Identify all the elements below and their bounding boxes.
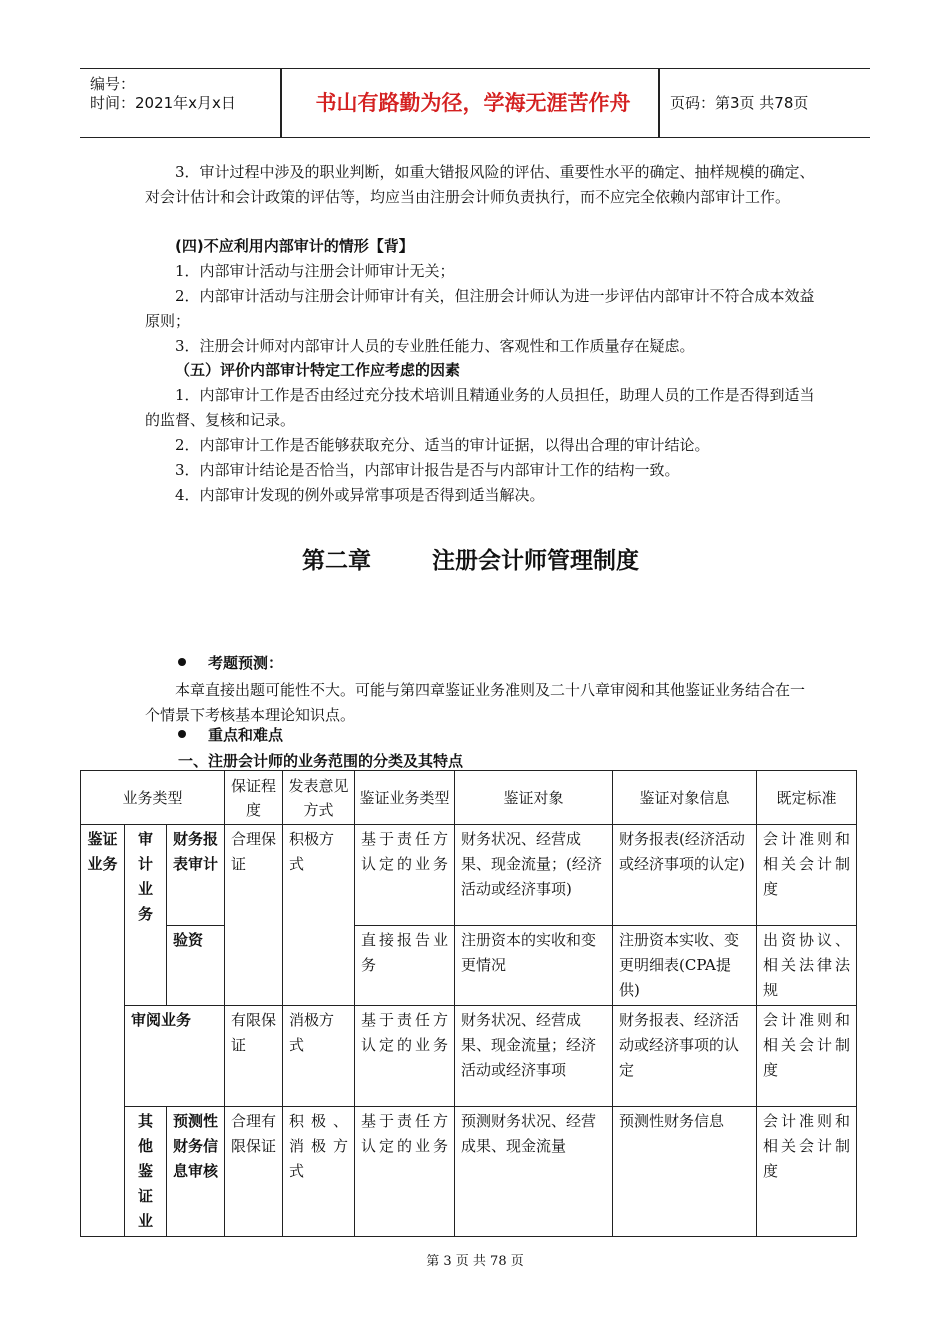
header-engagement-type: 鉴证业务类型 bbox=[355, 771, 455, 825]
paragraph-4: 3．注册会计师对内部审计人员的专业胜任能力、客观性和工作质量存在疑虑。 bbox=[175, 337, 695, 355]
row-name: 预测性财务信息审核 bbox=[167, 1107, 225, 1237]
assurance-level: 合理有限保证 bbox=[225, 1107, 283, 1237]
subject-info: 预测性财务信息 bbox=[613, 1107, 757, 1237]
table-row bbox=[81, 1107, 857, 1237]
heading-4: (四)不应利用内部审计的情形【背】 bbox=[175, 237, 414, 255]
header-subject-info: 鉴证对象信息 bbox=[613, 771, 757, 825]
group-label: 鉴证业务 bbox=[81, 825, 125, 1237]
table-header-row bbox=[81, 771, 857, 825]
criteria: 会计准则和相关会计制度 bbox=[757, 1006, 857, 1107]
header-business-type: 业务类型 bbox=[81, 771, 225, 825]
assurance-level: 合理保证 bbox=[225, 825, 283, 1006]
opinion-form: 积极方式 bbox=[283, 825, 355, 1006]
bullet-icon bbox=[178, 658, 186, 666]
paragraph-6: 2．内部审计工作是否能够获取充分、适当的审计证据，以得出合理的审计结论。 bbox=[175, 436, 710, 454]
criteria: 会计准则和相关会计制度 bbox=[757, 825, 857, 926]
header-motto: 书山有路勤为径，学海无涯苦作舟 bbox=[315, 91, 631, 115]
opinion-form: 积极、消极方式 bbox=[283, 1107, 355, 1237]
header-opinion-form: 发表意见方式 bbox=[283, 771, 355, 825]
assurance-level: 有限保证 bbox=[225, 1006, 283, 1107]
criteria: 会计准则和相关会计制度 bbox=[757, 1107, 857, 1237]
row-name: 验资 bbox=[167, 926, 225, 1006]
other-label: 其他鉴证业 bbox=[125, 1107, 167, 1237]
header-page-info: 页码：第3页 共78页 bbox=[670, 94, 809, 112]
subject-matter: 预测财务状况、经营成果、现金流量 bbox=[455, 1107, 613, 1237]
header-divider bbox=[658, 69, 660, 137]
opinion-form: 消极方式 bbox=[283, 1006, 355, 1107]
bullet-key-points bbox=[178, 724, 283, 745]
number-label: 编号： bbox=[90, 75, 136, 93]
audit-label: 审计业务 bbox=[125, 825, 167, 1006]
engagement-type: 基于责任方认定的业务 bbox=[355, 1006, 455, 1107]
header-assurance-level: 保证程度 bbox=[225, 771, 283, 825]
prediction-text: 本章直接出题可能性不大。可能与第四章鉴证业务准则及二十八章审阅和其他鉴证业务结合在一个情景下考核基本理论知识点。 bbox=[145, 681, 806, 724]
engagement-type: 基于责任方认定的业务 bbox=[355, 1107, 455, 1237]
subject-matter: 财务状况、经营成果、现金流量；(经济活动或经济事项) bbox=[455, 825, 613, 926]
page-header bbox=[80, 68, 870, 138]
subject-matter: 注册资本的实收和变更情况 bbox=[455, 926, 613, 1006]
chapter-title: 注册会计师管理制度 bbox=[432, 548, 639, 574]
header-subject-matter: 鉴证对象 bbox=[455, 771, 613, 825]
paragraph-2: 1．内部审计活动与注册会计师审计无关； bbox=[175, 262, 455, 280]
bullet-label: 重点和难点 bbox=[208, 726, 284, 744]
table-title: 一、注册会计师的业务范围的分类及其特点 bbox=[178, 752, 464, 770]
subject-info: 注册资本实收、变更明细表(CPA提供) bbox=[613, 926, 757, 1006]
paragraph-8: 4．内部审计发现的例外或异常事项是否得到适当解决。 bbox=[175, 486, 545, 504]
engagement-type: 基于责任方认定的业务 bbox=[355, 825, 455, 926]
header-meta bbox=[90, 75, 236, 113]
table-row bbox=[81, 825, 857, 926]
paragraph-1: 3．审计过程中涉及的职业判断，如重大错报风险的评估、重要性水平的确定、抽样规模的确定、对会计估计和会计政策的评估等，均应当由注册会计师负责执行，而不应完全依赖内部审计工作。 bbox=[145, 163, 815, 206]
header-criteria: 既定标准 bbox=[757, 771, 857, 825]
time-label: 时间：2021年x月x日 bbox=[90, 94, 236, 112]
heading-5: （五）评价内部审计特定工作应考虑的因素 bbox=[175, 361, 461, 379]
paragraph-7: 3．内部审计结论是否恰当，内部审计报告是否与内部审计工作的结构一致。 bbox=[175, 461, 680, 479]
row-name: 审阅业务 bbox=[125, 1006, 225, 1107]
subject-info: 财务报表(经济活动或经济事项的认定) bbox=[613, 825, 757, 926]
chapter-heading bbox=[0, 542, 950, 578]
row-name: 财务报表审计 bbox=[167, 825, 225, 926]
bullet-label: 考题预测： bbox=[208, 654, 284, 672]
engagement-type: 直接报告业务 bbox=[355, 926, 455, 1006]
bullet-icon bbox=[178, 730, 186, 738]
subject-matter: 财务状况、经营成果、现金流量；经济活动或经济事项 bbox=[455, 1006, 613, 1107]
paragraph-3: 2．内部审计活动与注册会计师审计有关，但注册会计师认为进一步评估内部审计不符合成本效益原则； bbox=[145, 287, 815, 330]
header-divider bbox=[280, 69, 282, 137]
table-row bbox=[81, 926, 857, 1006]
criteria: 出资协议、相关法律法规 bbox=[757, 926, 857, 1006]
paragraph-5: 1．内部审计工作是否由经过充分技术培训且精通业务的人员担任，助理人员的工作是否得到适当的监督、复核和记录。 bbox=[145, 386, 815, 429]
page-footer: 第 3 页 共 78 页 bbox=[426, 1254, 524, 1269]
subject-info: 财务报表、经济活动或经济事项的认定 bbox=[613, 1006, 757, 1107]
business-scope-table bbox=[80, 770, 857, 1237]
bullet-prediction bbox=[178, 652, 283, 673]
chapter-number: 第二章 bbox=[302, 548, 371, 574]
table-row bbox=[81, 1006, 857, 1107]
